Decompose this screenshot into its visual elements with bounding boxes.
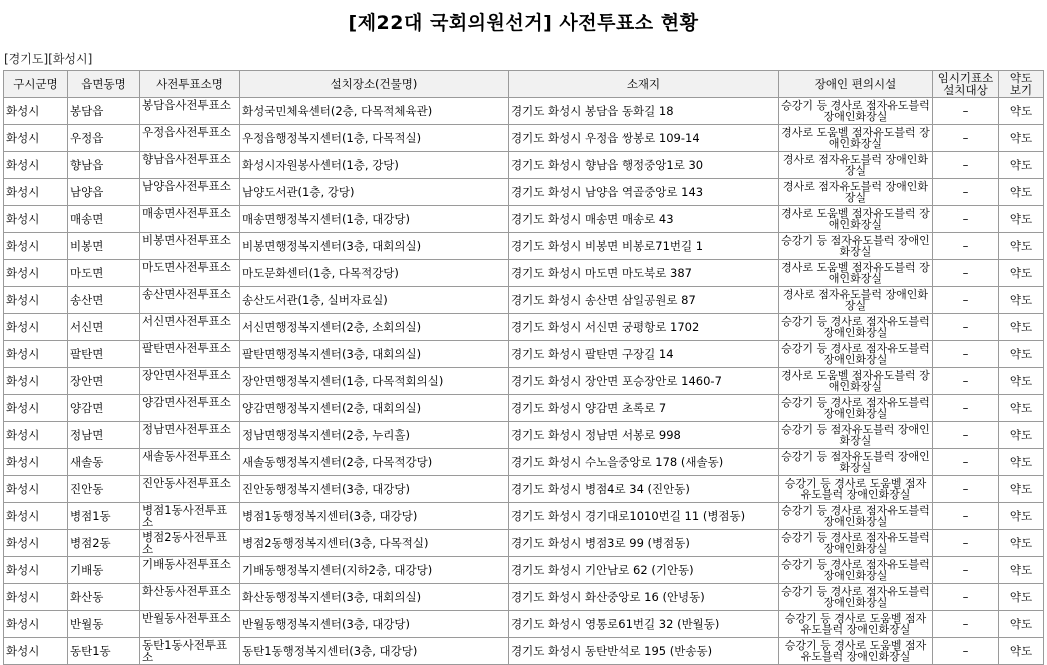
district-cell: 화성시 bbox=[4, 638, 68, 665]
temp-booth-cell: – bbox=[933, 503, 999, 530]
district-cell: 화성시 bbox=[4, 179, 68, 206]
table-row bbox=[4, 503, 1044, 530]
address-cell: 경기도 화성시 기안남로 62 (기안동) bbox=[509, 557, 779, 584]
station-name-cell: 남양읍사전투표소 bbox=[140, 179, 240, 206]
map-link[interactable]: 약도 bbox=[999, 206, 1044, 233]
temp-booth-cell: – bbox=[933, 233, 999, 260]
accessibility-cell: 승강기 등 경사로 도움벨 점자유도블럭 장애인화장실 bbox=[779, 638, 933, 665]
temp-booth-cell: – bbox=[933, 557, 999, 584]
accessibility-cell: 승강기 등 경사로 도움벨 점자유도블럭 장애인화장실 bbox=[779, 611, 933, 638]
venue-cell: 화성국민체육센터(2층, 다목적체육관) bbox=[240, 98, 509, 125]
accessibility-cell: 승강기 등 경사로 도움벨 점자유도블럭 장애인화장실 bbox=[779, 476, 933, 503]
station-name-cell: 서신면사전투표소 bbox=[140, 314, 240, 341]
station-name-cell: 마도면사전투표소 bbox=[140, 260, 240, 287]
address-cell: 경기도 화성시 병점4로 34 (진안동) bbox=[509, 476, 779, 503]
col-header-town: 읍면동명 bbox=[68, 71, 140, 98]
accessibility-cell: 승강기 등 경사로 점자유도블럭 장애인화장실 bbox=[779, 557, 933, 584]
map-link[interactable]: 약도 bbox=[999, 395, 1044, 422]
venue-cell: 병점1동행정복지센터(3층, 대강당) bbox=[240, 503, 509, 530]
district-cell: 화성시 bbox=[4, 557, 68, 584]
col-header-temp-booth: 임시기표소 설치대상 bbox=[933, 71, 999, 98]
col-header-map: 약도 보기 bbox=[999, 71, 1044, 98]
station-name-cell: 송산면사전투표소 bbox=[140, 287, 240, 314]
address-cell: 경기도 화성시 영통로61번길 32 (반월동) bbox=[509, 611, 779, 638]
map-link[interactable]: 약도 bbox=[999, 179, 1044, 206]
address-cell: 경기도 화성시 매송면 매송로 43 bbox=[509, 206, 779, 233]
address-cell: 경기도 화성시 양감면 초록로 7 bbox=[509, 395, 779, 422]
venue-cell: 정남면행정복지센터(2층, 누리홀) bbox=[240, 422, 509, 449]
address-cell: 경기도 화성시 남양읍 역골중앙로 143 bbox=[509, 179, 779, 206]
venue-cell: 마도문화센터(1층, 다목적강당) bbox=[240, 260, 509, 287]
breadcrumb: [경기도][화성시] bbox=[4, 52, 93, 66]
temp-booth-cell: – bbox=[933, 530, 999, 557]
town-cell: 동탄1동 bbox=[68, 638, 140, 665]
venue-cell: 송산도서관(1층, 실버자료실) bbox=[240, 287, 509, 314]
map-link[interactable]: 약도 bbox=[999, 422, 1044, 449]
district-cell: 화성시 bbox=[4, 449, 68, 476]
map-link[interactable]: 약도 bbox=[999, 233, 1044, 260]
col-header-district: 구시군명 bbox=[4, 71, 68, 98]
district-cell: 화성시 bbox=[4, 206, 68, 233]
town-cell: 매송면 bbox=[68, 206, 140, 233]
venue-cell: 매송면행정복지센터(1층, 대강당) bbox=[240, 206, 509, 233]
address-cell: 경기도 화성시 향남읍 행정중앙1로 30 bbox=[509, 152, 779, 179]
address-cell: 경기도 화성시 장안면 포승장안로 1460-7 bbox=[509, 368, 779, 395]
station-name-cell: 새솔동사전투표소 bbox=[140, 449, 240, 476]
temp-booth-cell: – bbox=[933, 638, 999, 665]
table-row bbox=[4, 638, 1044, 665]
station-name-cell: 병점1동사전투표소 bbox=[140, 503, 240, 530]
town-cell: 화산동 bbox=[68, 584, 140, 611]
map-link[interactable]: 약도 bbox=[999, 260, 1044, 287]
table-row bbox=[4, 530, 1044, 557]
station-name-cell: 정남면사전투표소 bbox=[140, 422, 240, 449]
town-cell: 정남면 bbox=[68, 422, 140, 449]
map-link[interactable]: 약도 bbox=[999, 530, 1044, 557]
col-header-address: 소재지 bbox=[509, 71, 779, 98]
polling-station-table bbox=[3, 70, 1044, 665]
temp-booth-cell: – bbox=[933, 422, 999, 449]
venue-cell: 화산동행정복지센터(3층, 대회의실) bbox=[240, 584, 509, 611]
map-link[interactable]: 약도 bbox=[999, 125, 1044, 152]
station-name-cell: 반월동사전투표소 bbox=[140, 611, 240, 638]
table-row bbox=[4, 179, 1044, 206]
address-cell: 경기도 화성시 화산중앙로 16 (안녕동) bbox=[509, 584, 779, 611]
town-cell: 비봉면 bbox=[68, 233, 140, 260]
map-link[interactable]: 약도 bbox=[999, 503, 1044, 530]
address-cell: 경기도 화성시 서신면 궁평항로 1702 bbox=[509, 314, 779, 341]
address-cell: 경기도 화성시 팔탄면 구장길 14 bbox=[509, 341, 779, 368]
accessibility-cell: 경사로 도움벨 점자유도블럭 장애인화장실 bbox=[779, 125, 933, 152]
col-header-accessibility: 장애인 편의시설 bbox=[779, 71, 933, 98]
town-cell: 팔탄면 bbox=[68, 341, 140, 368]
venue-cell: 반월동행정복지센터(3층, 대강당) bbox=[240, 611, 509, 638]
station-name-cell: 장안면사전투표소 bbox=[140, 368, 240, 395]
temp-booth-cell: – bbox=[933, 125, 999, 152]
town-cell: 진안동 bbox=[68, 476, 140, 503]
venue-cell: 장안면행정복지센터(1층, 다목적회의실) bbox=[240, 368, 509, 395]
accessibility-cell: 경사로 도움벨 점자유도블럭 장애인화장실 bbox=[779, 206, 933, 233]
station-name-cell: 비봉면사전투표소 bbox=[140, 233, 240, 260]
accessibility-cell: 경사로 도움벨 점자유도블럭 장애인화장실 bbox=[779, 368, 933, 395]
town-cell: 병점2동 bbox=[68, 530, 140, 557]
station-name-cell: 매송면사전투표소 bbox=[140, 206, 240, 233]
town-cell: 반월동 bbox=[68, 611, 140, 638]
district-cell: 화성시 bbox=[4, 422, 68, 449]
station-name-cell: 병점2동사전투표소 bbox=[140, 530, 240, 557]
map-link[interactable]: 약도 bbox=[999, 557, 1044, 584]
accessibility-cell: 승강기 등 경사로 점자유도블럭 장애인화장실 bbox=[779, 530, 933, 557]
town-cell: 봉담읍 bbox=[68, 98, 140, 125]
district-cell: 화성시 bbox=[4, 287, 68, 314]
temp-booth-cell: – bbox=[933, 206, 999, 233]
district-cell: 화성시 bbox=[4, 341, 68, 368]
station-name-cell: 동탄1동사전투표소 bbox=[140, 638, 240, 665]
venue-cell: 병점2동행정복지센터(3층, 다목적실) bbox=[240, 530, 509, 557]
col-header-venue: 설치장소(건물명) bbox=[240, 71, 509, 98]
venue-cell: 서신면행정복지센터(2층, 소회의실) bbox=[240, 314, 509, 341]
map-link[interactable]: 약도 bbox=[999, 98, 1044, 125]
district-cell: 화성시 bbox=[4, 98, 68, 125]
venue-cell: 화성시자원봉사센터(1층, 강당) bbox=[240, 152, 509, 179]
town-cell: 양감면 bbox=[68, 395, 140, 422]
address-cell: 경기도 화성시 병점3로 99 (병점동) bbox=[509, 530, 779, 557]
table-row bbox=[4, 98, 1044, 125]
temp-booth-cell: – bbox=[933, 179, 999, 206]
accessibility-cell: 승강기 등 경사로 점자유도블럭 장애인화장실 bbox=[779, 503, 933, 530]
temp-booth-cell: – bbox=[933, 260, 999, 287]
venue-cell: 기배동행정복지센터(지하2층, 대강당) bbox=[240, 557, 509, 584]
town-cell: 기배동 bbox=[68, 557, 140, 584]
district-cell: 화성시 bbox=[4, 152, 68, 179]
district-cell: 화성시 bbox=[4, 476, 68, 503]
accessibility-cell: 승강기 등 점자유도블럭 장애인화장실 bbox=[779, 449, 933, 476]
temp-booth-cell: – bbox=[933, 98, 999, 125]
temp-booth-cell: – bbox=[933, 449, 999, 476]
venue-cell: 양감면행정복지센터(2층, 대회의실) bbox=[240, 395, 509, 422]
map-link[interactable]: 약도 bbox=[999, 638, 1044, 665]
station-name-cell: 향남읍사전투표소 bbox=[140, 152, 240, 179]
station-name-cell: 우정읍사전투표소 bbox=[140, 125, 240, 152]
town-cell: 송산면 bbox=[68, 287, 140, 314]
map-link[interactable]: 약도 bbox=[999, 341, 1044, 368]
venue-cell: 동탄1동행정복지센터(3층, 대강당) bbox=[240, 638, 509, 665]
accessibility-cell: 승강기 등 경사로 점자유도블럭 장애인화장실 bbox=[779, 314, 933, 341]
town-cell: 서신면 bbox=[68, 314, 140, 341]
station-name-cell: 기배동사전투표소 bbox=[140, 557, 240, 584]
accessibility-cell: 경사로 점자유도블럭 장애인화장실 bbox=[779, 287, 933, 314]
address-cell: 경기도 화성시 송산면 삼일공원로 87 bbox=[509, 287, 779, 314]
accessibility-cell: 승강기 등 점자유도블럭 장애인화장실 bbox=[779, 233, 933, 260]
district-cell: 화성시 bbox=[4, 503, 68, 530]
town-cell: 마도면 bbox=[68, 260, 140, 287]
temp-booth-cell: – bbox=[933, 152, 999, 179]
address-cell: 경기도 화성시 수노을중앙로 178 (새솔동) bbox=[509, 449, 779, 476]
temp-booth-cell: – bbox=[933, 611, 999, 638]
station-name-cell: 봉담읍사전투표소 bbox=[140, 98, 240, 125]
table-body bbox=[4, 98, 1044, 665]
temp-booth-cell: – bbox=[933, 584, 999, 611]
address-cell: 경기도 화성시 봉담읍 동화길 18 bbox=[509, 98, 779, 125]
table-row bbox=[4, 287, 1044, 314]
venue-cell: 팔탄면행정복지센터(3층, 대회의실) bbox=[240, 341, 509, 368]
district-cell: 화성시 bbox=[4, 314, 68, 341]
district-cell: 화성시 bbox=[4, 260, 68, 287]
temp-booth-cell: – bbox=[933, 341, 999, 368]
accessibility-cell: 승강기 등 경사로 점자유도블럭 장애인화장실 bbox=[779, 341, 933, 368]
district-cell: 화성시 bbox=[4, 368, 68, 395]
town-cell: 새솔동 bbox=[68, 449, 140, 476]
town-cell: 병점1동 bbox=[68, 503, 140, 530]
station-name-cell: 팔탄면사전투표소 bbox=[140, 341, 240, 368]
district-cell: 화성시 bbox=[4, 584, 68, 611]
col-header-station-name: 사전투표소명 bbox=[140, 71, 240, 98]
table-row bbox=[4, 449, 1044, 476]
address-cell: 경기도 화성시 우정읍 쌍봉로 109-14 bbox=[509, 125, 779, 152]
address-cell: 경기도 화성시 동탄반석로 195 (반송동) bbox=[509, 638, 779, 665]
station-name-cell: 진안동사전투표소 bbox=[140, 476, 240, 503]
table-row bbox=[4, 233, 1044, 260]
district-cell: 화성시 bbox=[4, 233, 68, 260]
accessibility-cell: 승강기 등 점자유도블럭 장애인화장실 bbox=[779, 422, 933, 449]
town-cell: 장안면 bbox=[68, 368, 140, 395]
venue-cell: 진안동행정복지센터(3층, 대강당) bbox=[240, 476, 509, 503]
table-row bbox=[4, 422, 1044, 449]
map-link[interactable]: 약도 bbox=[999, 449, 1044, 476]
table-row bbox=[4, 557, 1044, 584]
map-link[interactable]: 약도 bbox=[999, 314, 1044, 341]
temp-booth-cell: – bbox=[933, 368, 999, 395]
table-header-row bbox=[4, 71, 1044, 98]
table-row bbox=[4, 476, 1044, 503]
table-row bbox=[4, 395, 1044, 422]
accessibility-cell: 승강기 등 경사로 점자유도블럭 장애인화장실 bbox=[779, 98, 933, 125]
temp-booth-cell: – bbox=[933, 287, 999, 314]
table-row bbox=[4, 368, 1044, 395]
map-link[interactable]: 약도 bbox=[999, 287, 1044, 314]
address-cell: 경기도 화성시 경기대로1010번길 11 (병점동) bbox=[509, 503, 779, 530]
table-row bbox=[4, 314, 1044, 341]
address-cell: 경기도 화성시 비봉면 비봉로71번길 1 bbox=[509, 233, 779, 260]
map-link[interactable]: 약도 bbox=[999, 152, 1044, 179]
station-name-cell: 화산동사전투표소 bbox=[140, 584, 240, 611]
temp-booth-cell: – bbox=[933, 314, 999, 341]
town-cell: 향남읍 bbox=[68, 152, 140, 179]
table-row bbox=[4, 206, 1044, 233]
district-cell: 화성시 bbox=[4, 125, 68, 152]
page-title: [제22대 국회의원선거] 사전투표소 현황 bbox=[348, 12, 699, 34]
table-row bbox=[4, 260, 1044, 287]
venue-cell: 비봉면행정복지센터(3층, 대회의실) bbox=[240, 233, 509, 260]
district-cell: 화성시 bbox=[4, 530, 68, 557]
table-row bbox=[4, 125, 1044, 152]
accessibility-cell: 승강기 등 경사로 점자유도블럭 장애인화장실 bbox=[779, 395, 933, 422]
table-row bbox=[4, 152, 1044, 179]
station-name-cell: 양감면사전투표소 bbox=[140, 395, 240, 422]
map-link[interactable]: 약도 bbox=[999, 476, 1044, 503]
map-link[interactable]: 약도 bbox=[999, 584, 1044, 611]
address-cell: 경기도 화성시 마도면 마도북로 387 bbox=[509, 260, 779, 287]
accessibility-cell: 승강기 등 경사로 점자유도블럭 장애인화장실 bbox=[779, 584, 933, 611]
table-row bbox=[4, 584, 1044, 611]
table-row bbox=[4, 611, 1044, 638]
venue-cell: 새솔동행정복지센터(2층, 다목적강당) bbox=[240, 449, 509, 476]
accessibility-cell: 경사로 점자유도블럭 장애인화장실 bbox=[779, 179, 933, 206]
map-link[interactable]: 약도 bbox=[999, 611, 1044, 638]
district-cell: 화성시 bbox=[4, 395, 68, 422]
accessibility-cell: 경사로 점자유도블럭 장애인화장실 bbox=[779, 152, 933, 179]
district-cell: 화성시 bbox=[4, 611, 68, 638]
temp-booth-cell: – bbox=[933, 395, 999, 422]
temp-booth-cell: – bbox=[933, 476, 999, 503]
address-cell: 경기도 화성시 정남면 서봉로 998 bbox=[509, 422, 779, 449]
map-link[interactable]: 약도 bbox=[999, 368, 1044, 395]
venue-cell: 우정읍행정복지센터(1층, 다목적실) bbox=[240, 125, 509, 152]
venue-cell: 남양도서관(1층, 강당) bbox=[240, 179, 509, 206]
town-cell: 남양읍 bbox=[68, 179, 140, 206]
accessibility-cell: 경사로 도움벨 점자유도블럭 장애인화장실 bbox=[779, 260, 933, 287]
table-row bbox=[4, 341, 1044, 368]
town-cell: 우정읍 bbox=[68, 125, 140, 152]
